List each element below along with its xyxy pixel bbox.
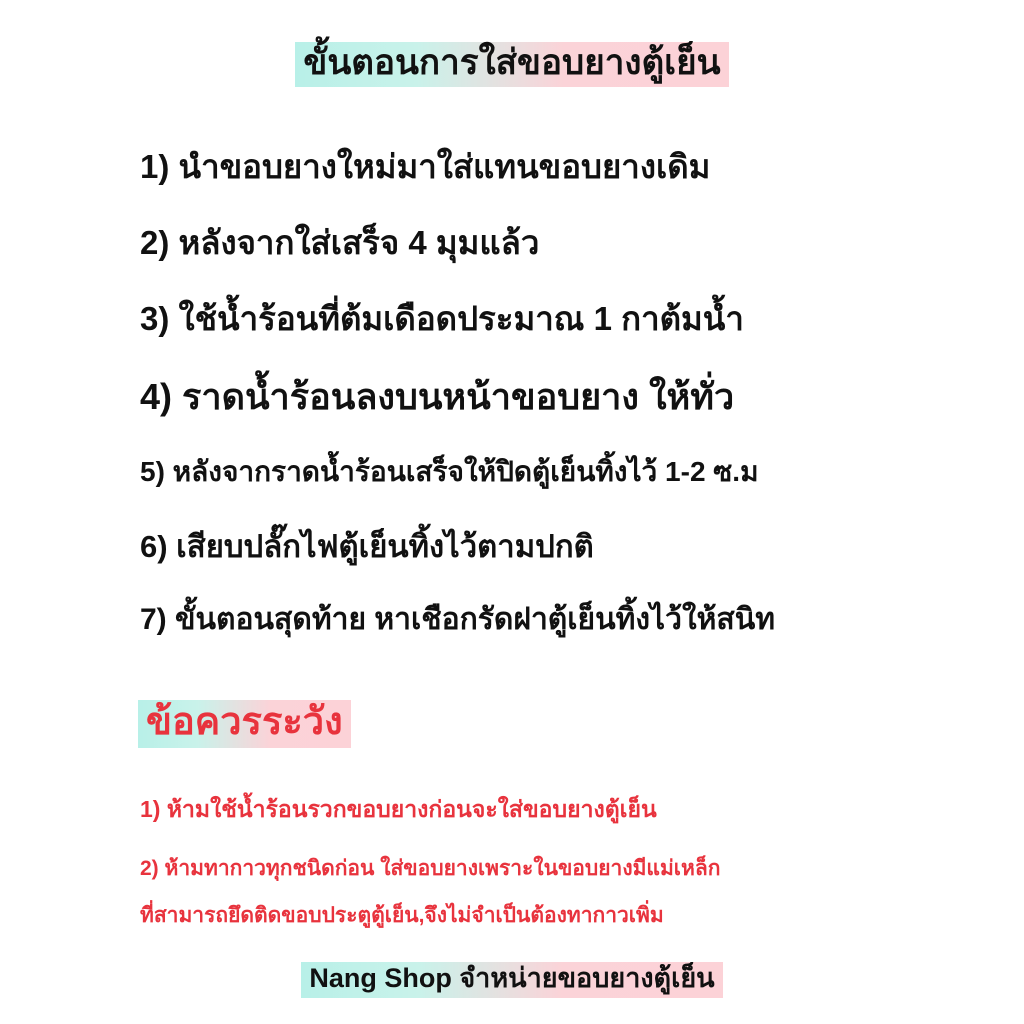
steps-list	[140, 140, 920, 643]
list-item: 3) ใช้น้ำร้อนที่ต้มเดือดประมาณ 1 กาต้มน้ำ	[140, 300, 744, 337]
warning-heading: ข้อควรระวัง	[138, 700, 351, 748]
list-item: 2) หลังจากใส่เสร็จ 4 มุมแล้ว	[140, 224, 540, 261]
list-item: ที่สามารถยึดติดขอบประตูตู้เย็น,จึงไม่จำเป็นต้องทากาวเพิ่ม	[140, 904, 664, 927]
warnings-list	[140, 792, 930, 932]
list-item: 7) ขั้นตอนสุดท้าย หาเชือกรัดฝาตู้เย็นทิ้งไว้ให้สนิท	[140, 603, 775, 636]
title-block	[0, 42, 1024, 87]
list-item: 2) ห้ามทากาวทุกชนิดก่อน ใส่ขอบยางเพราะในขอบยางมีแม่เหล็ก	[140, 857, 721, 880]
list-item: 6) เสียบปลั๊กไฟตู้เย็นทิ้งไว้ตามปกติ	[140, 529, 594, 564]
list-item: 5) หลังจากราดน้ำร้อนเสร็จให้ปิดตู้เย็นทิ้งไว้ 1-2 ซ.ม	[140, 456, 759, 487]
page-title: ขั้นตอนการใส่ขอบยางตู้เย็น	[295, 42, 728, 87]
list-item: 1) ห้ามใช้น้ำร้อนรวกขอบยางก่อนจะใส่ขอบยางตู้เย็น	[140, 796, 657, 822]
footer-block	[0, 962, 1024, 998]
list-item: 1) นำขอบยางใหม่มาใส่แทนขอบยางเดิม	[140, 148, 711, 185]
list-item: 4) ราดน้ำร้อนลงบนหน้าขอบยาง ให้ทั่ว	[140, 376, 735, 417]
warning-heading-block	[138, 700, 351, 748]
shop-footer-text: Nang Shop จำหน่ายขอบยางตู้เย็น	[301, 962, 722, 998]
